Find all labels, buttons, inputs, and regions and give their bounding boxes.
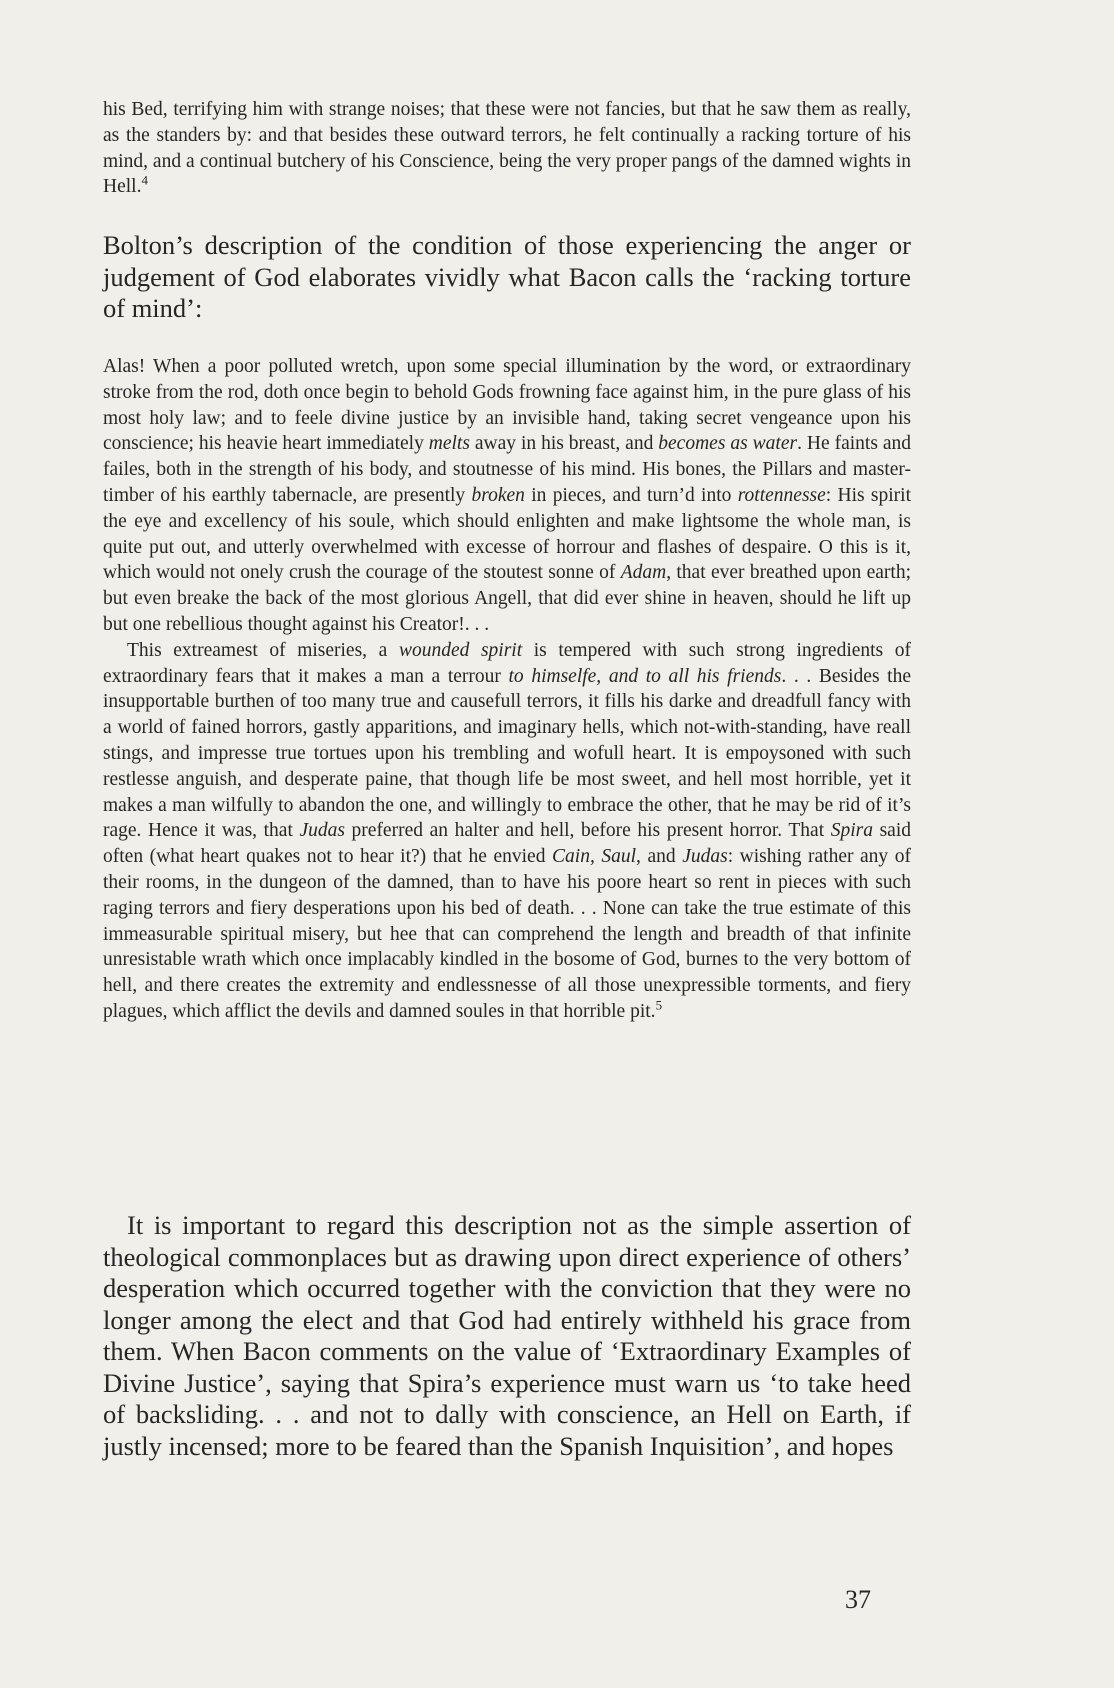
block-quote-bolton	[103, 354, 911, 1025]
footnote-marker: 5	[655, 997, 663, 1013]
quote-paragraph: Alas! When a poor polluted wretch, upon some special illumination by the word, or extraordinary stroke from the rod, doth once begin to behold Gods frowning face against him, in the pure glass of his most holy law; and to feele divine justice by an invisible hand, taking secret vengeance upon his conscience; his heavie heart immediately melts away in his breast, and becomes as water. He faints and failes, both in the strength of his body, and stoutnesse of his mind. His bones, the Pillars and master-timber of his earthly tabernacle, are presently broken in pieces, and turn’d into rottennesse: His spirit the eye and excellency of his soule, which should enlighten and make lightsome the whole man, is quite put out, and utterly overwhelmed with excesse of horrour and flashes of despaire. O this is it, which would not onely crush the courage of the stoutest sonne of Adam, that ever breathed upon earth; but even breake the back of the most glorious Angell, that did ever shine in heaven, should he lift up but one rebellious thought against his Creator!. . .	[103, 356, 912, 635]
body-paragraph-spira: It is important to regard this description not as the simple assertion of theological commonplaces but as drawing upon direct experience of others’ desperation which occurred together with the conviction that they were no longer among the elect and that God had entirely withheld his grace from them. When Bacon comments on the value of ‘Extraordinary Examples of Divine Justice’, saying that Spira’s experience must warn us ‘to take heed of backsliding. . . and not to dally with conscience, an Hell on Earth, if justly incensed; more to be feared than the Spanish Inquisition’, and hopes	[103, 1210, 911, 1461]
body-paragraph-bolton-intro: Bolton’s description of the condition of those experiencing the anger or judgement of God elaborates vividly what Bacon calls the ‘racking torture of mind’:	[103, 230, 911, 323]
page-number: 37	[845, 1585, 871, 1614]
italic-emphasis: melts	[428, 433, 470, 455]
italic-emphasis: broken	[471, 484, 525, 506]
italic-emphasis: Judas	[299, 820, 345, 842]
italic-emphasis: becomes as water	[658, 433, 798, 455]
italic-emphasis: Judas	[682, 846, 728, 868]
italic-emphasis: Spira	[830, 820, 873, 842]
italic-emphasis: rottennesse	[737, 484, 826, 506]
quote-text: his Bed, terrifying him with strange noises; that these were not fancies, but that he saw them as really, as the standers by: and that besides these outward terrors, he felt continually a racking torture of his mind, and a continual butchery of his Conscience, being the very proper pangs of the damned wights in Hell.	[103, 99, 911, 198]
block-quote-bacon	[103, 97, 911, 200]
footnote-marker: 4	[141, 172, 148, 188]
italic-emphasis: to himselfe, and to all his friends	[508, 665, 782, 687]
italic-emphasis: Cain, Saul,	[552, 846, 641, 868]
quote-paragraph: This extreamest of miseries, a wounded spirit is tempered with such strong ingredients of extraordinary fears that it makes a man a terrour to himselfe, and to all his friends. . . Besides the insupportable burthen of too many true and causefull terrors, it fills his darke and dreadfull fancy with a world of fained horrors, gastly apparitions, and imaginary hells, which not-with-standing, have reall stings, and impresse true tortues upon his trembling and wofull heart. It is empoysoned with such restlesse anguish, and desperate paine, that though life be most sweet, and hell most horrible, yet it makes a man wilfully to abandon the one, and willingly to embrace the other, that he may be rid of it’s rage. Hence it was, that Judas preferred an halter and hell, before his present horror. That Spira said often (what heart quakes not to hear it?) that he envied Cain, Saul, and Judas: wishing rather any of their rooms, in the dungeon of the damned, than to have his poore heart so rent in pieces with such raging terrors and fiery desperations upon his bed of death. . . None can take the true estimate of this immeasurable spiritual misery, but hee that can comprehend the length and breadth of that infinite unresistable wrath which once implacably kindled in the bosome of God, burnes to the very bottom of hell, and there creates the extremity and endlessnesse of all those unexpressible torments, and fiery plagues, which afflict the devils and damned soules in that horrible pit.$^5$	[103, 639, 911, 1022]
italic-emphasis: wounded spirit	[398, 639, 523, 661]
italic-emphasis: Adam	[620, 562, 667, 584]
